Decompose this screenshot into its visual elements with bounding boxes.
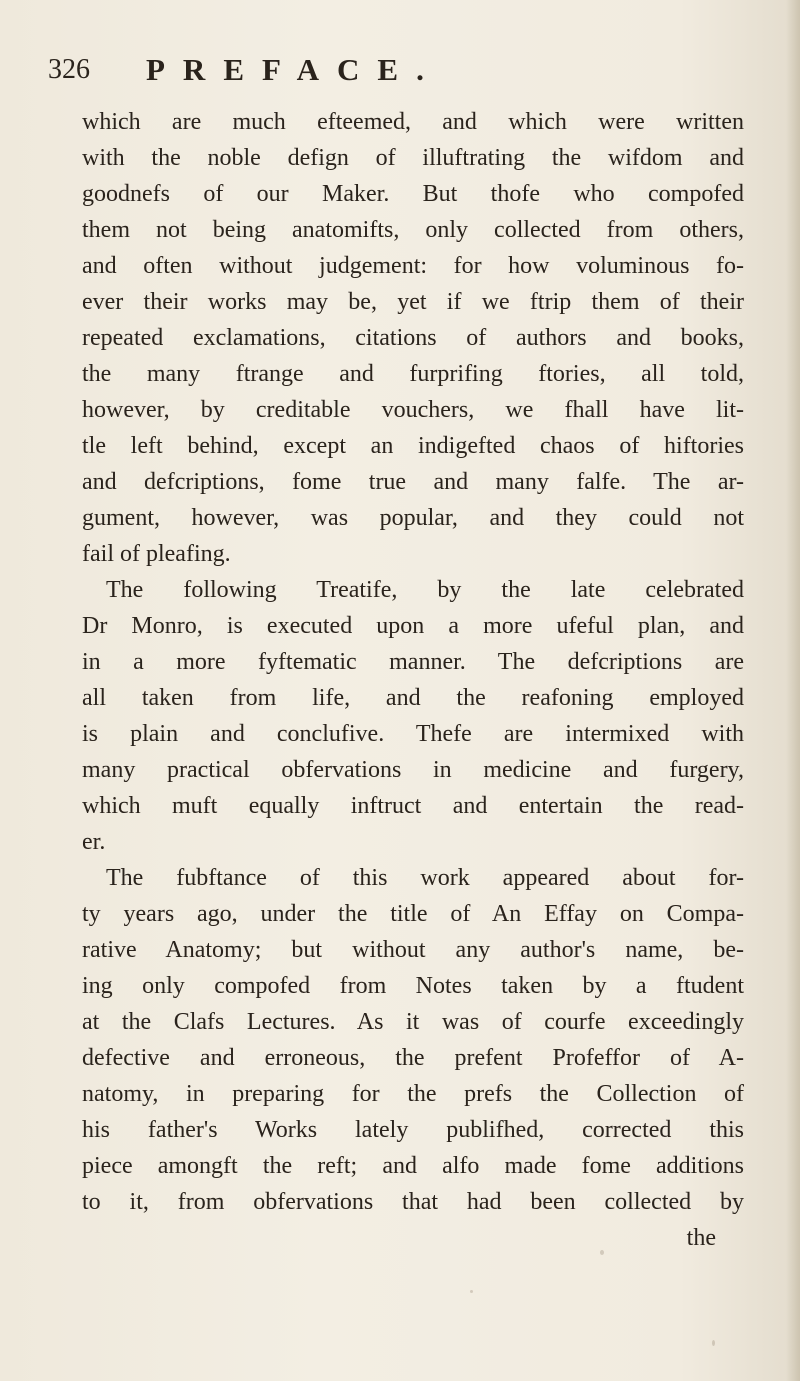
text-line: natomy, in preparing for the prefs the Collection of [82,1081,744,1107]
text-line: to it, from obfervations that had been collected by [82,1189,744,1215]
text-line: in a more fyftematic manner. The defcriptions are [82,649,744,675]
text-line: which are much efteemed, and which were written [82,109,744,135]
text-line: many practical obfervations in medicine and furgery, [82,757,744,783]
text-line: The following Treatife, by the late celebrated [106,577,744,603]
catchword: the [686,1225,716,1251]
text-line: them not being anatomifts, only collected from others, [82,217,744,243]
ink-speck [600,1250,604,1255]
text-line: fail of pleafing. [82,541,231,567]
text-line: ty years ago, under the title of An Effay on Compa- [82,901,744,927]
body-text [82,104,744,1256]
text-line: however, by creditable vouchers, we fhall have lit- [82,397,744,423]
text-line: the many ftrange and furprifing ftories, all told, [82,361,744,387]
text-line: all taken from life, and the reafoning employed [82,685,744,711]
page-number: 326 [48,54,90,85]
text-line: at the Clafs Lectures. As it was of courfe exceedingly [82,1009,744,1035]
text-line: The fubftance of this work appeared about for- [106,865,744,891]
running-title: PREFACE. [146,52,442,87]
text-line: with the noble defign of illuftrating the wifdom and [82,145,744,171]
text-line: Dr Monro, is executed upon a more ufeful plan, and [82,613,744,639]
text-line: his father's Works lately publifhed, corrected this [82,1117,744,1143]
text-line: rative Anatomy; but without any author's name, be- [82,937,744,963]
text-line: goodnefs of our Maker. But thofe who compofed [82,181,744,207]
page-edge-shadow [786,0,800,1381]
text-line: ing only compofed from Notes taken by a ftudent [82,973,744,999]
text-line: gument, however, was popular, and they could not [82,505,744,531]
text-line: piece amongft the reft; and alfo made fome additions [82,1153,744,1179]
text-line: ever their works may be, yet if we ftrip them of their [82,289,744,315]
text-line: which muft equally inftruct and entertain the read- [82,793,744,819]
text-line: er. [82,829,106,855]
ink-speck [470,1290,473,1293]
text-line: and often without judgement: for how voluminous fo- [82,253,744,279]
text-line: is plain and conclufive. Thefe are intermixed with [82,721,744,747]
text-line: defective and erroneous, the prefent Profeffor of A- [82,1045,744,1071]
ink-speck [712,1340,715,1346]
text-line: tle left behind, except an indigefted chaos of hiftories [82,433,744,459]
text-line: repeated exclamations, citations of authors and books, [82,325,744,351]
text-line: and defcriptions, fome true and many falfe. The ar- [82,469,744,495]
page-header [48,52,748,92]
